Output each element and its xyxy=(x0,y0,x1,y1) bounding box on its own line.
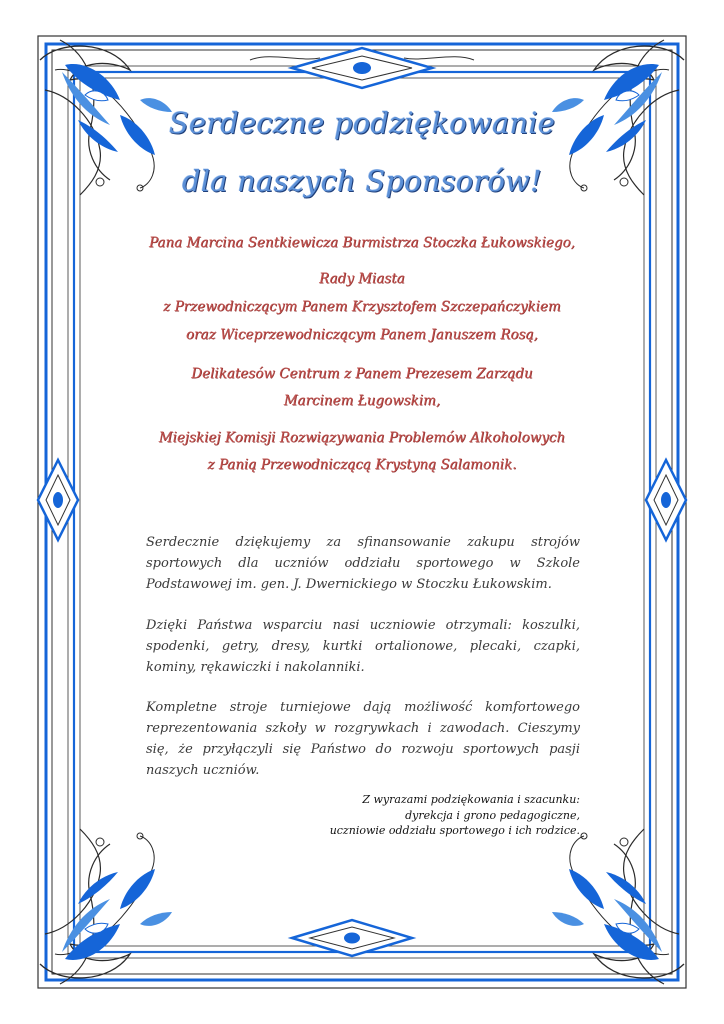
corner-ornament-bottom-left xyxy=(40,829,172,984)
sponsor-line: oraz Wiceprzewodniczącym Panem Januszem Rosą, xyxy=(186,327,538,343)
body-paragraph-2: Dzięki Państwa wsparciu nasi uczniowie otrzymali: koszulki, spodenki, getry, dresy, kurtki ortalionowe, plecaki, czapki, kominy, rękawiczki i nakolanniki. xyxy=(146,618,580,675)
bottom-diamond-ornament xyxy=(292,920,412,956)
sponsor-line: z Panią Przewodniczącą Krystyną Salamonik. xyxy=(207,457,517,473)
closing-line-1: Z wyrazami podziękowania i szacunku: xyxy=(362,793,580,806)
top-diamond-ornament xyxy=(250,48,474,88)
corner-ornament-bottom-right xyxy=(552,829,684,984)
closing-line-2: dyrekcja i grono pedagogiczne, xyxy=(405,808,580,822)
page-title-line-1: Serdeczne podziękowanie xyxy=(168,106,556,140)
sponsor-line: Delikatesów Centrum z Panem Prezesem Zarządu xyxy=(191,366,533,382)
body-paragraph-3: Kompletne stroje turniejowe dają możliwość komfortowego reprezentowania szkoły w rozgrywkach i zawodach. Cieszymy się, że przyłączyli się Państwo do rozwoju sportowych pasji naszych uczniów. xyxy=(146,700,580,778)
sponsor-line: Miejskiej Komisji Rozwiązywania Problemów Alkoholowych xyxy=(158,430,566,446)
body-paragraph-1: Serdecznie dziękujemy za sfinansowanie zakupu strojów sportowych dla uczniów oddziału sportowego w Szkole Podstawowej im. gen. J. Dwernickiego w Stoczku Łukowskim. xyxy=(146,535,580,592)
sponsor-line: z Przewodniczącym Panem Krzysztofem Szczepańczykiem xyxy=(163,299,561,315)
sponsor-line: Marcinem Ługowskim, xyxy=(283,393,441,409)
closing-line-3: uczniowie oddziału sportowego i ich rodzice. xyxy=(329,824,580,837)
sponsor-line: Rady Miasta xyxy=(319,271,405,287)
sponsor-line: Pana Marcina Sentkiewicza Burmistrza Stoczka Łukowskiego, xyxy=(148,235,576,251)
closing-signature xyxy=(160,792,580,839)
page-title-line-2: dla naszych Sponsorów! xyxy=(181,164,543,198)
